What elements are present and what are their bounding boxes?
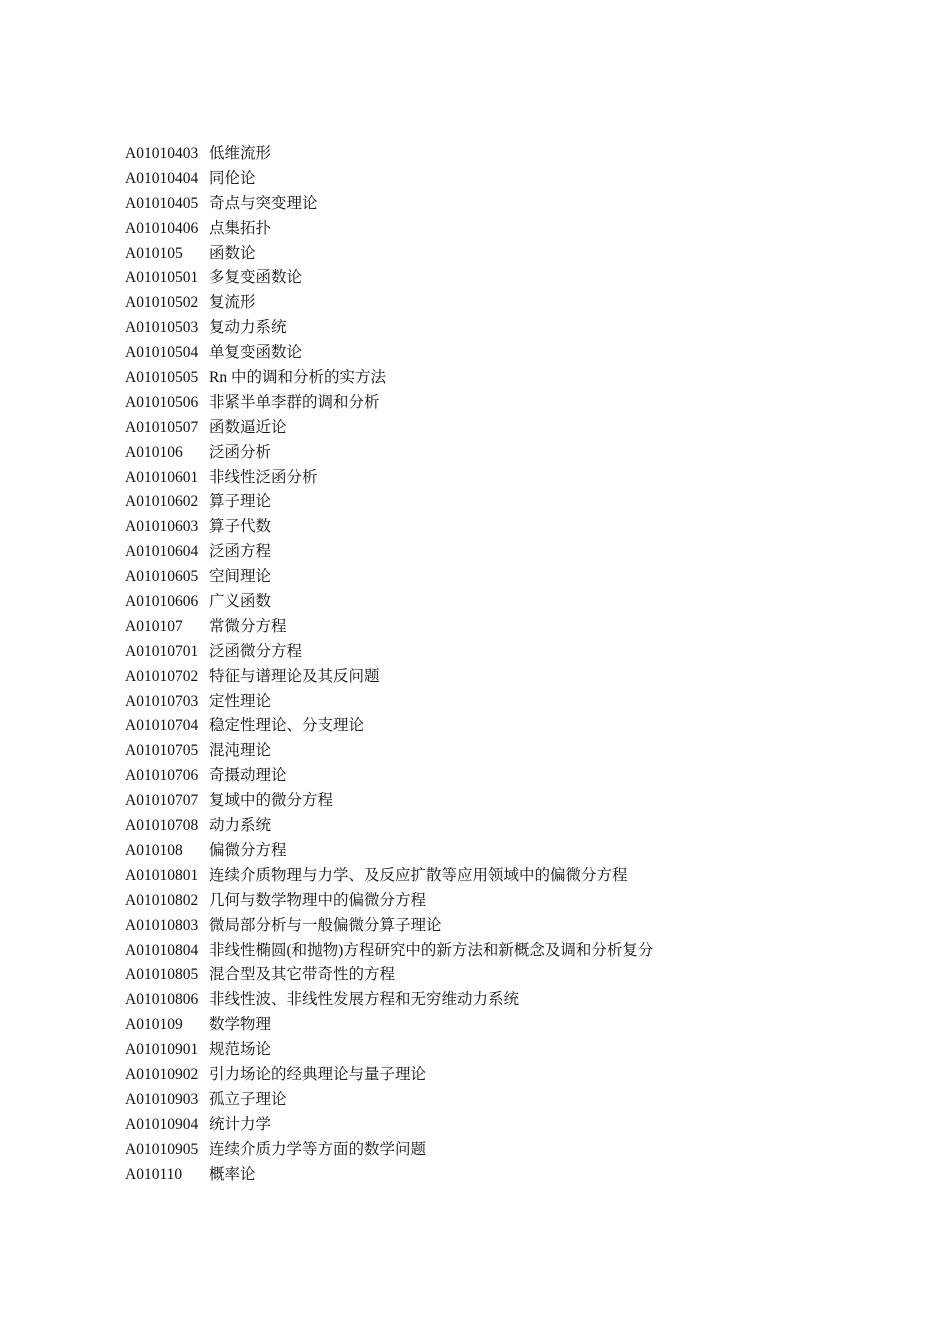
entry-name: 几何与数学物理中的偏微分方程: [209, 891, 427, 909]
list-item: [125, 515, 653, 540]
entry-name: 数学物理: [209, 1016, 272, 1034]
entry-name: 广义函数: [209, 593, 272, 611]
entry-name: 定性理论: [209, 692, 272, 710]
list-item: [125, 416, 653, 441]
entry-name: 规范场论: [209, 1041, 272, 1059]
list-item: [125, 341, 653, 366]
entry-code: A01010708: [125, 817, 199, 835]
entry-name: 统计力学: [209, 1115, 272, 1133]
entry-code: A01010603: [125, 518, 199, 536]
entry-code: A010107: [125, 617, 183, 635]
list-item: [125, 590, 653, 615]
entry-name: 复动力系统: [209, 319, 287, 337]
entry-code: A01010403: [125, 145, 199, 162]
entry-name: 非线性泛函分析: [209, 468, 318, 486]
list-item: [125, 939, 653, 964]
list-item: [125, 864, 653, 889]
entry-name: 复域中的微分方程: [209, 792, 334, 810]
list-item: [125, 217, 653, 242]
entry-code: A01010707: [125, 792, 199, 810]
entry-name: 混沌理论: [209, 742, 272, 760]
entry-name: 奇摄动理论: [209, 767, 287, 785]
entry-code: A01010902: [125, 1065, 199, 1083]
entry-name: 非线性椭圆(和抛物)方程研究中的新方法和新概念及调和分析复分: [209, 941, 654, 959]
entry-name: 奇点与突变理论: [209, 194, 318, 212]
list-item: [125, 466, 653, 491]
list-item: [125, 242, 653, 267]
entry-name: 泛函方程: [209, 543, 272, 561]
list-item: [125, 615, 653, 640]
entry-name: 概率论: [209, 1165, 256, 1183]
entry-code: A01010802: [125, 891, 199, 909]
list-item: [125, 167, 653, 192]
entry-code: A01010705: [125, 742, 199, 760]
entry-code: A01010504: [125, 344, 199, 362]
list-item: [125, 441, 653, 466]
entry-code: A01010801: [125, 866, 199, 884]
entry-name: 点集拓扑: [209, 219, 272, 237]
classification-code-list: [125, 142, 653, 1187]
entry-code: A01010601: [125, 468, 199, 486]
list-item: [125, 640, 653, 665]
entry-code: A010110: [125, 1165, 183, 1183]
entry-code: A01010406: [125, 219, 199, 237]
list-item: [125, 1038, 653, 1063]
list-item: [125, 690, 653, 715]
list-item: [125, 291, 653, 316]
entry-code: A01010804: [125, 941, 199, 959]
list-item: [125, 1088, 653, 1113]
list-item: [125, 665, 653, 690]
entry-code: A01010905: [125, 1140, 199, 1158]
list-item: [125, 764, 653, 789]
entry-name: 空间理论: [209, 568, 272, 586]
list-item: [125, 814, 653, 839]
entry-code: A01010602: [125, 493, 199, 511]
entry-name: 非线性波、非线性发展方程和无穷维动力系统: [209, 991, 520, 1009]
list-item: [125, 540, 653, 565]
entry-name: 算子理论: [209, 493, 272, 511]
entry-name: 算子代数: [209, 518, 272, 536]
entry-code: A01010702: [125, 667, 199, 685]
list-item: [125, 1138, 653, 1163]
entry-code: A01010703: [125, 692, 199, 710]
list-item: [125, 963, 653, 988]
list-item: [125, 988, 653, 1013]
list-item: [125, 391, 653, 416]
entry-code: A01010605: [125, 568, 199, 586]
entry-name: 连续介质力学等方面的数学问题: [209, 1140, 427, 1158]
list-item: [125, 192, 653, 217]
list-item: [125, 316, 653, 341]
entry-code: A01010704: [125, 717, 199, 735]
entry-name: 常微分方程: [209, 617, 287, 635]
entry-name: 泛函微分方程: [209, 642, 303, 660]
entry-name: 混合型及其它带奇性的方程: [209, 966, 396, 984]
entry-name: 低维流形: [209, 145, 272, 162]
list-item: [125, 565, 653, 590]
entry-code: A010108: [125, 841, 183, 859]
entry-code: A01010505: [125, 369, 199, 387]
entry-code: A01010503: [125, 319, 199, 337]
entry-name: 引力场论的经典理论与量子理论: [209, 1065, 427, 1083]
list-item: [125, 266, 653, 291]
entry-name: 偏微分方程: [209, 841, 287, 859]
entry-code: A01010805: [125, 966, 199, 984]
entry-name: 函数论: [209, 244, 256, 262]
entry-name: 单复变函数论: [209, 344, 303, 362]
entry-name: 孤立子理论: [209, 1090, 287, 1108]
list-item: [125, 1063, 653, 1088]
entry-name: 多复变函数论: [209, 269, 303, 287]
entry-name: 特征与谱理论及其反问题: [209, 667, 380, 685]
list-item: [125, 889, 653, 914]
entry-name: 泛函分析: [209, 443, 272, 461]
entry-name: 动力系统: [209, 817, 272, 835]
entry-code: A01010506: [125, 393, 199, 411]
entry-name: 同伦论: [209, 169, 256, 187]
list-item: [125, 1113, 653, 1138]
list-item: [125, 1013, 653, 1038]
entry-code: A01010803: [125, 916, 199, 934]
entry-code: A01010706: [125, 767, 199, 785]
entry-name: 函数逼近论: [209, 418, 287, 436]
entry-code: A01010507: [125, 418, 199, 436]
list-item: [125, 1163, 653, 1188]
entry-code: A01010904: [125, 1115, 199, 1133]
entry-name: 连续介质物理与力学、及反应扩散等应用领域中的偏微分方程: [209, 866, 628, 884]
entry-code: A01010404: [125, 169, 199, 187]
entry-code: A010106: [125, 443, 183, 461]
entry-code: A01010604: [125, 543, 199, 561]
entry-name: 稳定性理论、分支理论: [209, 717, 365, 735]
entry-code: A01010501: [125, 269, 199, 287]
entry-code: A01010806: [125, 991, 199, 1009]
list-item: [125, 789, 653, 814]
entry-code: A01010903: [125, 1090, 199, 1108]
entry-code: A010109: [125, 1016, 183, 1034]
entry-code: A01010606: [125, 593, 199, 611]
entry-code: A01010502: [125, 294, 199, 312]
entry-name: 复流形: [209, 294, 256, 312]
list-item: [125, 490, 653, 515]
list-item: [125, 142, 653, 167]
list-item: [125, 839, 653, 864]
list-item: [125, 914, 653, 939]
entry-name: 微局部分析与一般偏微分算子理论: [209, 916, 442, 934]
entry-code: A01010901: [125, 1041, 199, 1059]
list-item: [125, 739, 653, 764]
list-item: [125, 714, 653, 739]
entry-name: 非紧半单李群的调和分析: [209, 393, 380, 411]
list-item: [125, 366, 653, 391]
entry-code: A01010701: [125, 642, 199, 660]
entry-code: A01010405: [125, 194, 199, 212]
entry-name: Rn 中的调和分析的实方法: [209, 369, 386, 387]
entry-code: A010105: [125, 244, 183, 262]
